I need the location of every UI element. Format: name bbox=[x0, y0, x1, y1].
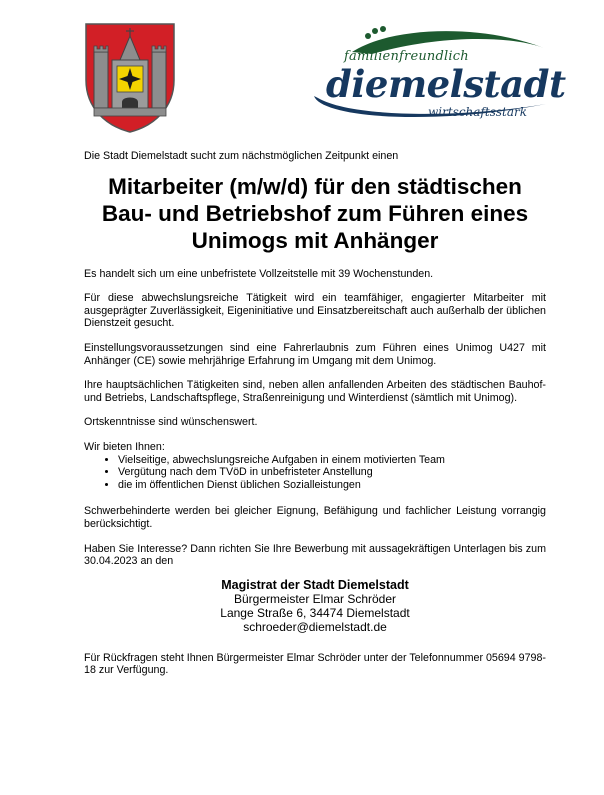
address-street: Lange Straße 6, 34474 Diemelstadt bbox=[220, 605, 410, 620]
job-title: Mitarbeiter (m/w/d) für den städtischen Bau- und Betriebshof zum Führen eines Unimogs mit Anhänger bbox=[101, 173, 529, 253]
logo-tagline-top: familienfreundlich bbox=[344, 49, 469, 64]
disability-note: Schwerbehinderte werden bei gleicher Eignung, Befähigung und fachlicher Leistung vorrangig berücksichtigt. bbox=[84, 505, 546, 530]
list-item: • die im öffentlichen Dienst üblichen Sozialleistungen bbox=[118, 479, 546, 492]
paragraph-requirements: Einstellungsvoraussetzungen sind eine Fahrerlaubnis zum Führen eines Unimog U427 mit Anhänger (CE) sowie mehrjährige Erfahrung im Umgang mit dem Unimog. bbox=[84, 341, 546, 367]
offer-heading: Wir bieten Ihnen: bbox=[84, 440, 165, 453]
paragraph-local-knowledge: Ortskenntnisse sind wünschenswert. bbox=[84, 416, 258, 429]
address-person: Bürgermeister Elmar Schröder bbox=[233, 591, 397, 606]
diemelstadt-logo bbox=[312, 22, 566, 122]
job-posting-body bbox=[84, 150, 546, 689]
logo-wordmark: diemelstadt bbox=[326, 62, 566, 106]
paragraph-profile: Für diese abwechslungsreiche Tätigkeit wird ein teamfähiger, engagierter Mitarbeiter mit ausgeprägter Zuverlässigkeit, Eigeninitiative und Einsatzbereitschaft auch außerhalb der üblichen Dienstzeit gesucht. bbox=[84, 292, 546, 330]
address-block bbox=[84, 578, 546, 634]
paragraph-hours: Es handelt sich um eine unbefristete Vollzeitstelle mit 39 Wochenstunden. bbox=[84, 267, 434, 280]
address-email[interactable]: schroeder@diemelstadt.de bbox=[243, 619, 387, 634]
list-item: • Vielseitige, abwechslungsreiche Aufgaben in einem motivierten Team bbox=[118, 454, 546, 467]
application-text: Haben Sie Interesse? Dann richten Sie Ihre Bewerbung mit aussagekräftigen Unterlagen bis zum 30.04.2023 an den bbox=[84, 542, 546, 568]
intro-text: Die Stadt Diemelstadt sucht zum nächstmöglichen Zeitpunkt einen bbox=[84, 150, 399, 162]
list-item: • Vergütung nach dem TVöD in unbefristeter Anstellung bbox=[118, 466, 546, 479]
contact-text: Für Rückfragen steht Ihnen Bürgermeister Elmar Schröder unter der Telefonnummer 05694 9798-18 zur Verfügung. bbox=[84, 651, 546, 677]
offer-list bbox=[84, 454, 546, 492]
coat-of-arms-image bbox=[84, 22, 176, 134]
address-org: Magistrat der Stadt Diemelstadt bbox=[221, 577, 409, 592]
logo-tagline-bottom: wirtschaftsstark bbox=[428, 105, 527, 119]
paragraph-tasks: Ihre hauptsächlichen Tätigkeiten sind, neben allen anfallenden Arbeiten des städtischen Bauhof- und Betriebs, Landschaftspflege, Straßenreinigung und Winterdienst (sämtlich mit Unimog). bbox=[84, 379, 546, 404]
